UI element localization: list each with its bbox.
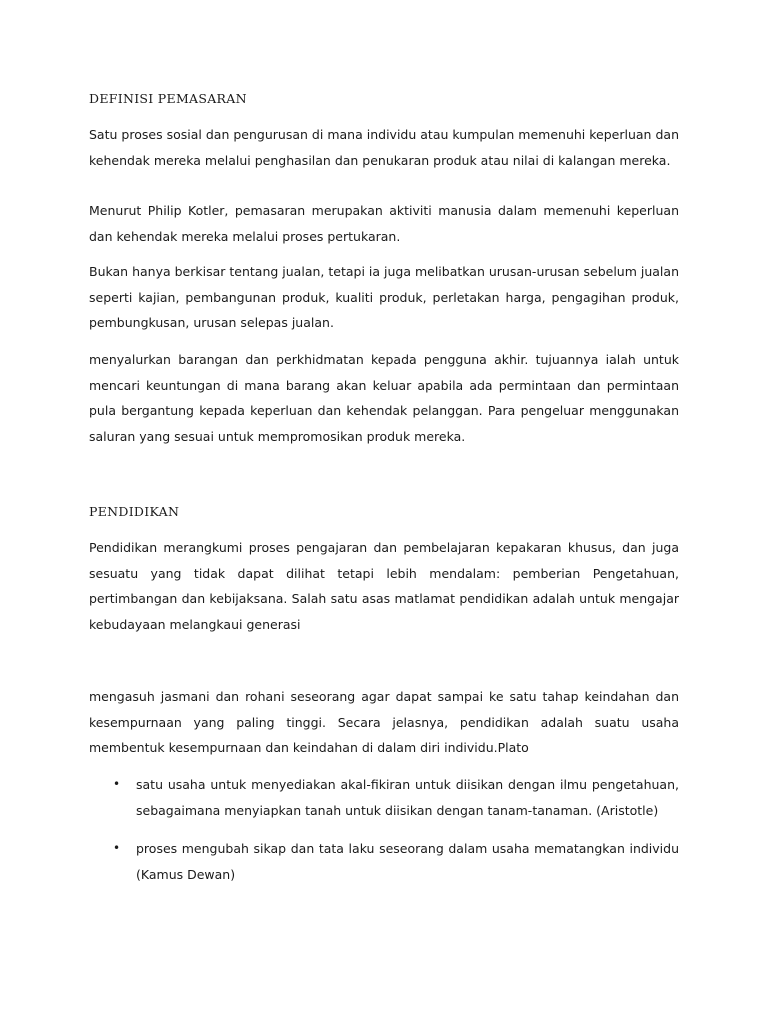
paragraph-definition: Satu proses sosial dan pengurusan di mana individu atau kumpulan memenuhi keperluan dan kehendak mereka melalui penghasilan dan penukaran produk atau nilai di kalangan mereka. — [89, 127, 679, 168]
paragraph-pendidikan: Pendidikan merangkumi proses pengajaran dan pembelajaran kepakaran khusus, dan juga sesuatu yang tidak dapat dilihat tetapi lebih mendalam: pemberian Pengetahuan, pertimbangan dan kebijaksana. Salah satu asas matlamat pendidikan adalah untuk mengajar kebudayaan melangkaui generasi — [89, 540, 679, 632]
paragraph-mengasuh: mengasuh jasmani dan rohani seseorang agar dapat sampai ke satu tahap keindahan dan kesempurnaan yang paling tinggi. Secara jelasnya, pendidikan adalah suatu usaha membentuk kesempurnaan dan keindahan di dalam diri individu.Plato — [89, 689, 679, 755]
bullet-marker: • — [113, 777, 121, 791]
paragraph-kotler: Menurut Philip Kotler, pemasaran merupakan aktiviti manusia dalam memenuhi keperluan dan kehendak mereka melalui proses pertukaran. — [89, 203, 679, 244]
bullet-kamus-dewan: proses mengubah sikap dan tata laku seseorang dalam usaha mematangkan individu (Kamus Dewan) — [136, 841, 679, 882]
heading-pendidikan: PENDIDIKAN — [89, 504, 180, 519]
bullet-aristotle: satu usaha untuk menyediakan akal-fikiran untuk diisikan dengan ilmu pengetahuan, sebagaimana menyiapkan tanah untuk diisikan dengan tanam-tanaman. (Aristotle) — [136, 777, 679, 818]
paragraph-menyalurkan: menyalurkan barangan dan perkhidmatan kepada pengguna akhir. tujuannya ialah untuk mencari keuntungan di mana barang akan keluar apabila ada permintaan dan permintaan pula bergantung kepada keperluan dan kehendak pelanggan. Para pengeluar menggunakan saluran yang sesuai untuk mempromosikan produk mereka. — [89, 352, 679, 444]
paragraph-bukan-hanya: Bukan hanya berkisar tentang jualan, tetapi ia juga melibatkan urusan-urusan sebelum jualan seperti kajian, pembangunan produk, kualiti produk, perletakan harga, pengagihan produk, pembungkusan, urusan selepas jualan. — [89, 264, 679, 330]
bullet-marker: • — [113, 841, 121, 855]
heading-definisi-pemasaran: DEFINISI PEMASARAN — [89, 91, 247, 106]
